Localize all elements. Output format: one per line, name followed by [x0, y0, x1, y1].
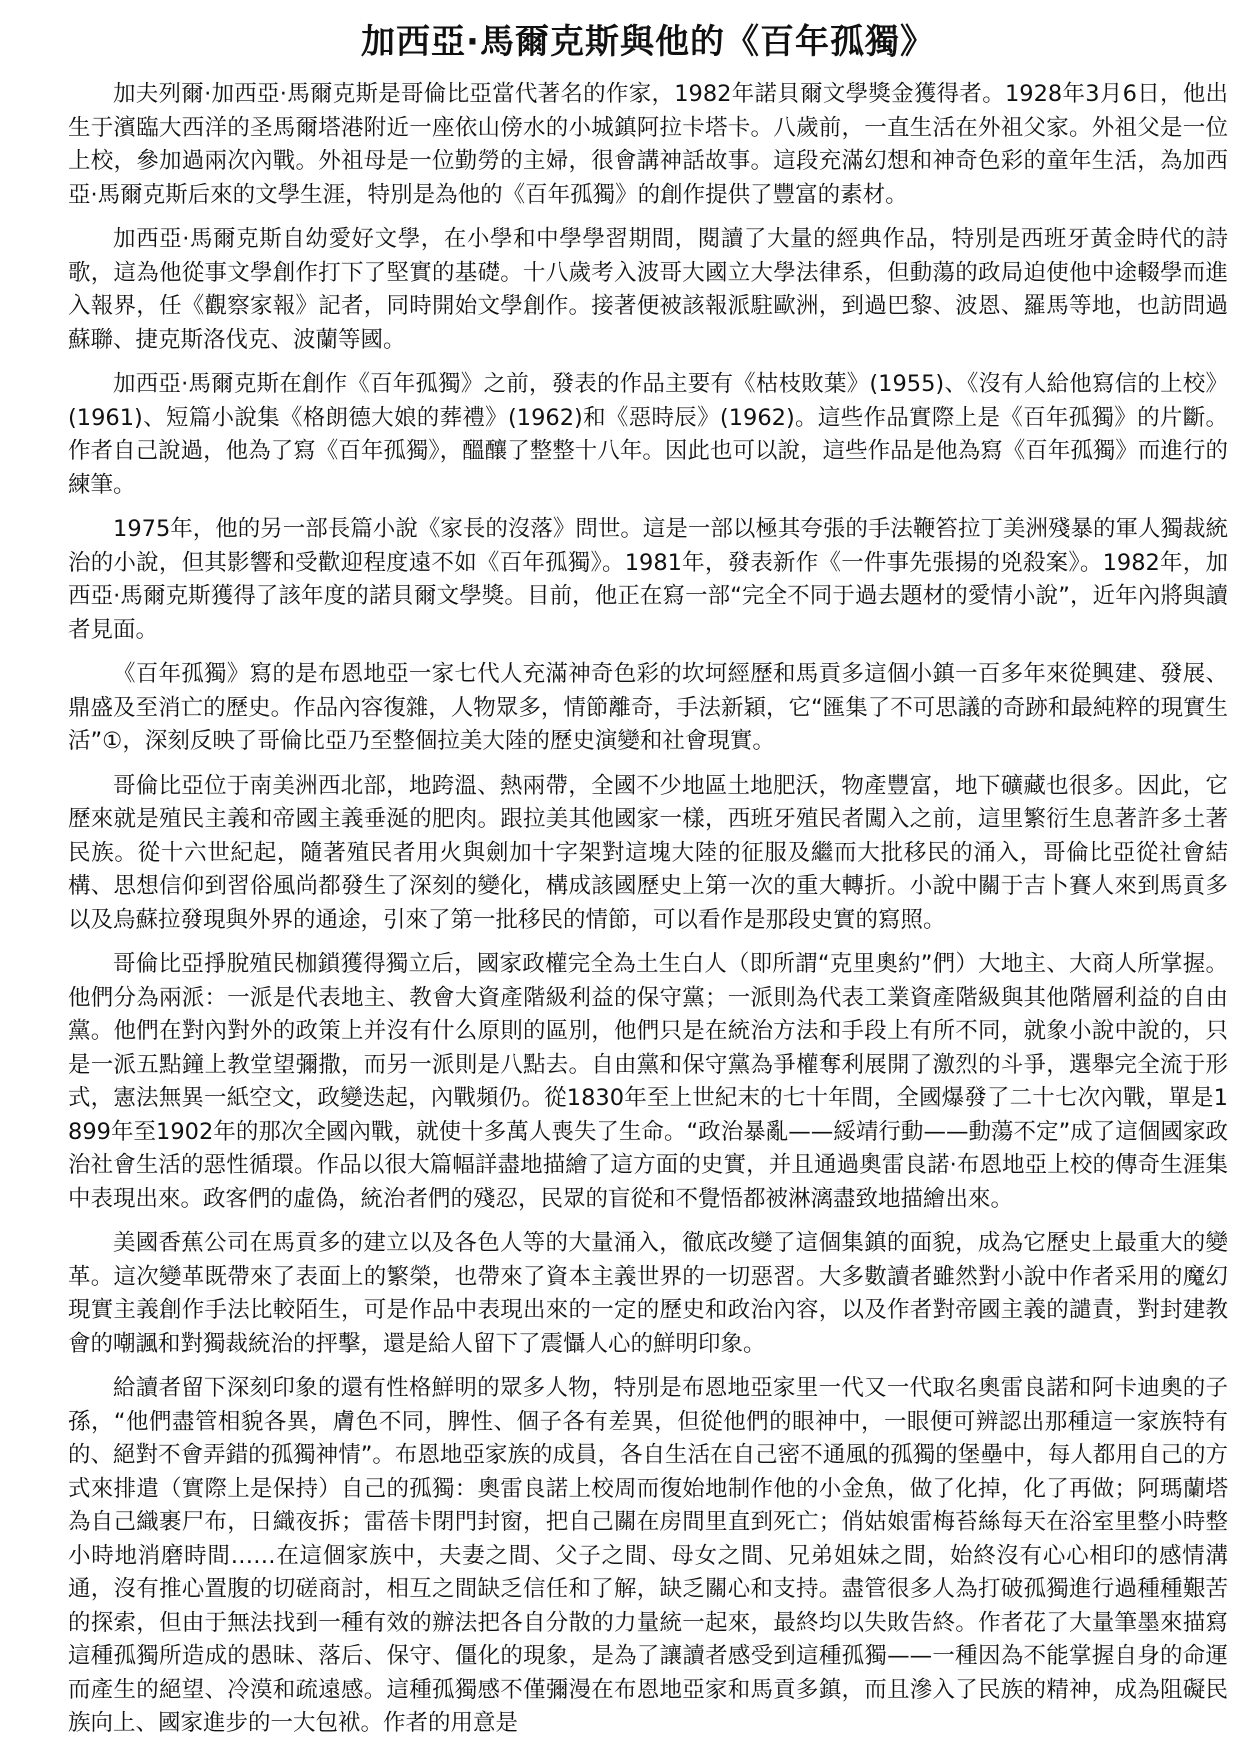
- paragraph-5: 《百年孤獨》寫的是布恩地亞一家七代人充滿神奇色彩的坎坷經歷和馬貢多這個小鎮一百多年來從興建、發展、鼎盛及至消亡的歷史。作品內容復雜，人物眾多，情節離奇，手法新穎，它“匯集了不可思議的奇跡和最純粹的現實生活”①，深刻反映了哥倫比亞乃至整個拉美大陸的歷史演變和社會現實。: [68, 661, 1228, 754]
- paragraph-2: 加西亞·馬爾克斯自幼愛好文學，在小學和中學學習期間，閱讀了大量的經典作品，特別是西班牙黃金時代的詩歌，這為他從事文學創作打下了堅實的基礎。十八歲考入波哥大國立大學法律系，但動蕩的政局迫使他中途輟學而進入報界，任《觀察家報》記者，同時開始文學創作。接著便被該報派駐歐洲，到過巴黎、波恩、羅馬等地，也訪問過蘇聯、捷克斯洛伐克、波蘭等國。: [68, 226, 1228, 353]
- document-title: 加西亞·馬爾克斯與他的《百年孤獨》: [361, 22, 935, 62]
- paragraph-6: 哥倫比亞位于南美洲西北部，地跨溫、熱兩帶，全國不少地區土地肥沃，物產豐富，地下礦藏也很多。因此，它歷來就是殖民主義和帝國主義垂涎的肥肉。跟拉美其他國家一樣，西班牙殖民者闖入之前，這里繁衍生息著許多土著民族。從十六世紀起，隨著殖民者用火與劍加十字架對這塊大陸的征服及繼而大批移民的涌入，哥倫比亞從社會結構、思想信仰到習俗風尚都發生了深刻的變化，構成該國歷史上第一次的重大轉折。小說中關于吉卜賽人來到馬貢多以及烏蘇拉發現與外界的通途，引來了第一批移民的情節，可以看作是那段史實的寫照。: [68, 772, 1228, 933]
- paragraph-3: 加西亞·馬爾克斯在創作《百年孤獨》之前，發表的作品主要有《枯枝敗葉》(1955)、《沒有人給他寫信的上校》(1961)、短篇小說集《格朗德大娘的葬禮》(1962)和《惡時辰》(1962)。這些作品實際上是《百年孤獨》的片斷。作者自己說過，他為了寫《百年孤獨》，醞釀了整整十八年。因此也可以說，這些作品是他為寫《百年孤獨》而進行的練筆。: [68, 371, 1228, 498]
- paragraph-7: 哥倫比亞掙脫殖民枷鎖獲得獨立后，國家政權完全為土生白人（即所謂“克里奧約”們）大地主、大商人所掌握。他們分為兩派：一派是代表地主、教會大資產階級利益的保守黨；一派則為代表工業資產階級與其他階層利益的自由黨。他們在對內對外的政策上并沒有什么原則的區別，他們只是在統治方法和手段上有所不同，就象小說中說的，只是一派五點鐘上教堂望彌撒，而另一派則是八點去。自由黨和保守黨為爭權奪利展開了激烈的斗爭，選舉完全流于形式，憲法無異一紙空文，政變迭起，內戰頻仍。從1830年至上世紀末的七十年間，全國爆發了二十七次內戰，單是1899年至1902年的那次全國內戰，就使十多萬人喪失了生命。“政治暴亂——綏靖行動——動蕩不定”成了這個國家政治社會生活的惡性循環。作品以很大篇幅詳盡地描繪了這方面的史實，并且通過奧雷良諾·布恩地亞上校的傳奇生涯集中表現出來。政客們的虛偽，統治者們的殘忍，民眾的盲從和不覺悟都被淋漓盡致地描繪出來。: [68, 951, 1228, 1212]
- paragraph-1: 加夫列爾·加西亞·馬爾克斯是哥倫比亞當代著名的作家，1982年諾貝爾文學獎金獲得者。1928年3月6日，他出生于濱臨大西洋的圣馬爾塔港附近一座依山傍水的小城鎮阿拉卡塔卡。八歲前，一直生活在外祖父家。外祖父是一位上校，參加過兩次內戰。外祖母是一位勤勞的主婦，很會講神話故事。這段充滿幻想和神奇色彩的童年生活，為加西亞·馬爾克斯后來的文學生涯，特別是為他的《百年孤獨》的創作提供了豐富的素材。: [68, 81, 1228, 208]
- paragraph-4: 1975年，他的另一部長篇小說《家長的沒落》問世。這是一部以極其夸張的手法鞭笞拉丁美洲殘暴的軍人獨裁統治的小說，但其影響和受歡迎程度遠不如《百年孤獨》。1981年，發表新作《一件事先張揚的兇殺案》。1982年，加西亞·馬爾克斯獲得了該年度的諾貝爾文學獎。目前，他正在寫一部“完全不同于過去題材的愛情小說”，近年內將與讀者見面。: [68, 516, 1228, 643]
- document-page: [68, 16, 1228, 1754]
- paragraph-8: 美國香蕉公司在馬貢多的建立以及各色人等的大量涌入，徹底改變了這個集鎮的面貌，成為它歷史上最重大的變革。這次變革既帶來了表面上的繁榮，也帶來了資本主義世界的一切惡習。大多數讀者雖然對小說中作者采用的魔幻現實主義創作手法比較陌生，可是作品中表現出來的一定的歷史和政治內容，以及作者對帝國主義的譴責，對封建教會的嘲諷和對獨裁統治的抨擊，還是給人留下了震懾人心的鮮明印象。: [68, 1230, 1228, 1357]
- paragraph-9: 給讀者留下深刻印象的還有性格鮮明的眾多人物，特別是布恩地亞家里一代又一代取名奧雷良諾和阿卡迪奧的子孫，“他們盡管相貌各異，膚色不同，脾性、個子各有差異，但從他們的眼神中，一眼便可辨認出那種這一家族特有的、絕對不會弄錯的孤獨神情”。布恩地亞家族的成員，各自生活在自己密不通風的孤獨的堡壘中，每人都用自己的方式來排遣（實際上是保持）自己的孤獨：奧雷良諾上校周而復始地制作他的小金魚，做了化掉，化了再做；阿瑪蘭塔為自己織裹尸布，日織夜拆；雷蓓卡閉門封窗，把自己關在房間里直到死亡；俏姑娘雷梅苔絲每天在浴室里整小時整小時地消磨時間……在這個家族中，夫妻之間、父子之間、母女之間、兄弟姐妹之間，始終沒有心心相印的感情溝通，沒有推心置腹的切磋商討，相互之間缺乏信任和了解，缺乏關心和支持。盡管很多人為打破孤獨進行過種種艱苦的探索，但由于無法找到一種有效的辦法把各自分散的力量統一起來，最終均以失敗告終。作者花了大量筆墨來描寫這種孤獨所造成的愚昧、落后、保守、僵化的現象，是為了讓讀者感受到這種孤獨——一種因為不能掌握自身的命運而產生的絕望、冷漠和疏遠感。這種孤獨感不僅彌漫在布恩地亞家和馬貢多鎮，而且滲入了民族的精神，成為阻礙民族向上、國家進步的一大包袱。作者的用意是: [68, 1375, 1228, 1736]
